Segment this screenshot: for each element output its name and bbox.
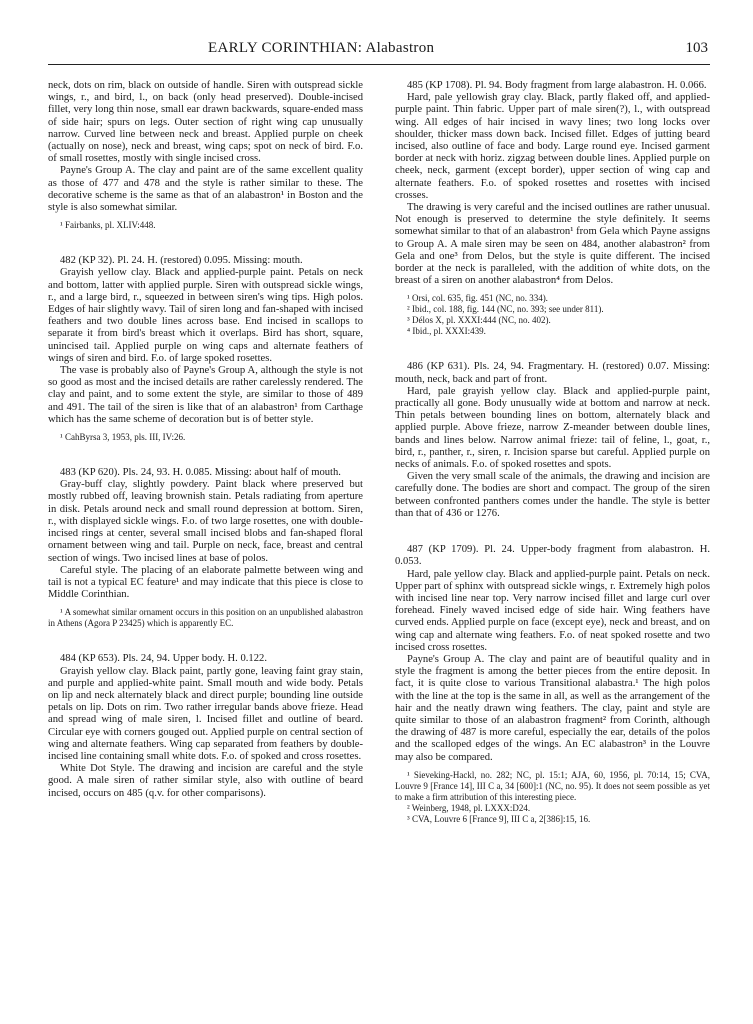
- paragraph: Hard, pale yellowish gray clay. Black, partly flaked off, and applied-purple paint. Thin fabric. Upper part of male siren(?), l., with outspread wing. All edges of hair incised in wavy lines; two long locks over shoulder, thicker mass down back. Incised fillet. Edges of jutting beard incised, also outline of face and body. Large round eye. Incised garment border at neck with horiz. zigzag between double lines. Applied purple on cheek, neck, garment (except border), upper section of wing cap and alternate feathers. F.o. of spoked rosettes and rosettes with incised crosses.: [395, 92, 710, 201]
- footnote: ² Ibid., col. 188, fig. 144 (NC, no. 393; see under 811).: [407, 304, 604, 315]
- paragraph: Hard, pale grayish yellow clay. Black and applied-purple paint, practically all gone. Body unusually wide at bottom and narrow at neck. Thin petals between bounding lines on bottom, alternately black and applied purple. Above frieze, narrow Z-meander between double lines, bands and lines below. Narrow animal frieze: tail of feline, l., goat, r., bird, r., panther, r., siren, r. Incision sparse but careful. Applied purple on necks of animals. F.o. of spoked rosettes and spots.: [395, 385, 710, 471]
- footnote: ³ Délos X, pl. XXXI:444 (NC, no. 402).: [407, 315, 551, 326]
- footnote: ³ CVA, Louvre 6 [France 9], III C a, 2[386]:15, 16.: [407, 813, 591, 824]
- entry-heading-486: 486 (KP 631). Pls. 24, 94. Fragmentary. H. (restored) 0.07. Missing: mouth, neck, back and part of front.: [395, 361, 710, 385]
- paragraph: Gray-buff clay, slightly powdery. Paint black where preserved but mostly rubbed off, leaving brownish stain. Petals radiating from aperture in disk. Petals around neck and small round depression at bottom. Siren, r., with displayed sickle wings. F.o. of two large rosettes, one with double-incised rings at center, several small incised blobs and fan-shaped floral ornament between wing and tail. Purple on neck, face, breast and central section of wings. Two incised lines at base of polos.: [48, 479, 363, 564]
- entry-heading-485: 485 (KP 1708). Pl. 94. Body fragment from large alabastron. H. 0.066.: [407, 80, 707, 91]
- footnote: ² Weinberg, 1948, pl. LXXX:D24.: [407, 802, 531, 813]
- entry-heading-483: 483 (KP 620). Pls. 24, 93. H. 0.085. Missing: about half of mouth.: [60, 467, 341, 479]
- footnote: ¹ Fairbanks, pl. XLIV:448.: [60, 220, 156, 231]
- continued-paragraph: neck, dots on rim, black on outside of handle. Siren with outspread sickle wings, r., and bird, l., on back (only head preserved). Double-incised fillet, very long thin nose, small ear drawn backwards, square-ended mass of side hair; spurs on legs. Outer section of right wing cap unusually narrow. Curved line between neck and breast. Applied purple on cheek (actually on nose), neck and breast, wing caps; spot on neck of bird. F.o. of small rosettes, mostly with single incised cross.: [48, 80, 363, 165]
- left-column: [48, 80, 363, 800]
- page-header: [48, 34, 710, 65]
- footnote: ¹ Sieveking-Hackl, no. 282; NC, pl. 15:1; AJA, 60, 1956, pl. 70:14, 15; CVA, Louvre 9 [France 14], III C a, 34 [600]:1 (NC, no. 95). It does not seem possible as yet to make a firm attribution of this interesting piece.: [395, 769, 710, 802]
- entry-heading-482: 482 (KP 32). Pl. 24. H. (restored) 0.095. Missing: mouth.: [60, 255, 303, 267]
- paragraph: Grayish yellow clay. Black and applied-purple paint. Petals on neck and bottom, latter with applied purple. Siren with outspread sickle wings, r., and a large bird, r., squeezed in between siren's wing tips. High polos. Edges of hair slightly wavy. Tail of siren long and fan-shaped with incised feathers and two double lines across base. End incised in scallops to separate it from bird's breast which it overlaps. Bird has short, square, unincised tail. Applied purple on wing caps and alternate feathers of wings of siren and bird. F.o. of large spoked rosettes.: [48, 267, 363, 364]
- right-column: [395, 80, 710, 825]
- entry-heading-484: 484 (KP 653). Pls. 24, 94. Upper body. H. 0.122.: [60, 653, 267, 665]
- paragraph: Payne's Group A. The clay and paint are of the same excellent quality as those of 477 and 478 and the style is rather similar to these. The decorative scheme is the same as that of an alabastron¹ in Boston and the style is also somewhat similar.: [48, 165, 363, 214]
- entry-heading-487: 487 (KP 1709). Pl. 24. Upper-body fragment from alabastron. H. 0.053.: [395, 544, 710, 568]
- running-title: EARLY CORINTHIAN: Alabastron: [208, 40, 435, 56]
- footnote: ¹ A somewhat similar ornament occurs in this position on an unpublished alabastron in Athens (Agora P 23425) which is apparently EC.: [48, 607, 363, 629]
- paragraph: Grayish yellow clay. Black paint, partly gone, leaving faint gray stain, and purple and applied-white paint. Small mouth and wide body. Petals on lip and neck alternately black and direct purple; bounding line outside petals on lip. Dots on rim. Two rather irregular bands above frieze. Head and spread wing of male siren, l. Incised fillet and outline of beard. Circular eye with corners gouged out. Applied purple on central section of wing and alternate feathers. Wing cap separated from feathers by double-incised line containing small white dots. F.o. of spoked and cross rosettes.: [48, 665, 363, 762]
- paragraph: White Dot Style. The drawing and incision are careful and the style good. A male siren of rather similar style, also with outline of beard incised, occurs on 485 (q.v. for other comparisons).: [48, 763, 363, 799]
- paragraph: Hard, pale yellow clay. Black and applied-purple paint. Petals on neck. Upper part of sphinx with outspread sickle wings, r. Extremely high polos with incised line near top. Very narrow incised fillet and large curl over forehead. Finely waved incised edge of side hair. Wing feathers have curved ends. Applied purple on face (except eye), neck and breast, and on wing cap and alternate wing feathers. F.o. of neat spoked rosette and two incised cross rosettes.: [395, 568, 710, 653]
- paragraph: The vase is probably also of Payne's Group A, although the style is not so good as most and the incised details are rather carelessly rendered. The clay and paint, and to some extent the style, are similar to those of 489 and 491. The tail of the siren is like that of an alabastron¹ from Carthage which has the same scheme of decoration but is of better style.: [48, 365, 363, 425]
- footnote: ¹ CahByrsa 3, 1953, pls. III, IV:26.: [60, 432, 186, 443]
- paragraph: Payne's Group A. The clay and paint are of beautiful quality and in style the fragment is among the better pieces from the entire deposit. In fact, it is quite close to various Transitional alabastra.¹ The high polos with the line at the top is the same in all, as well as the arrangement of the hair and the neatly drawn wing feathers. The clay, paint and style are quite similar to those of an alabastron fragment² from Corinth, although the drawing of 487 is more careful, especially the ear, details of the polos and the scalloped edges of the wings. An EC alabastron³ in the Louvre may also be compared.: [395, 653, 710, 763]
- footnote: ¹ Orsi, col. 635, fig. 451 (NC, no. 334).: [407, 293, 548, 304]
- paragraph: Given the very small scale of the animals, the drawing and incision are carefully done. The bodies are short and compact. The group of the siren between confronted panthers comes under the handle. The style is better than that of 436 or 1276.: [395, 471, 710, 519]
- page-number: 103: [685, 40, 708, 56]
- footnote: ⁴ Ibid., pl. XXXI:439.: [407, 326, 486, 337]
- paragraph: The drawing is very careful and the incised outlines are rather unusual. Not enough is preserved to determine the style definitely. It seems somewhat similar to that of an alabastron¹ from Gela which Payne assigns to Group A. A male siren may be seen on 484, another alabastron² from Gela and one³ from Delos, but the style is quite different. The incised border at the neck is paralleled, with the addition of white dots, on the breast of a siren on another alabastron⁴ from Delos.: [395, 202, 710, 287]
- paragraph: Careful style. The placing of an elaborate palmette between wing and tail is not a typical EC feature¹ and may indicate that this piece is close to Middle Corinthian.: [48, 564, 363, 601]
